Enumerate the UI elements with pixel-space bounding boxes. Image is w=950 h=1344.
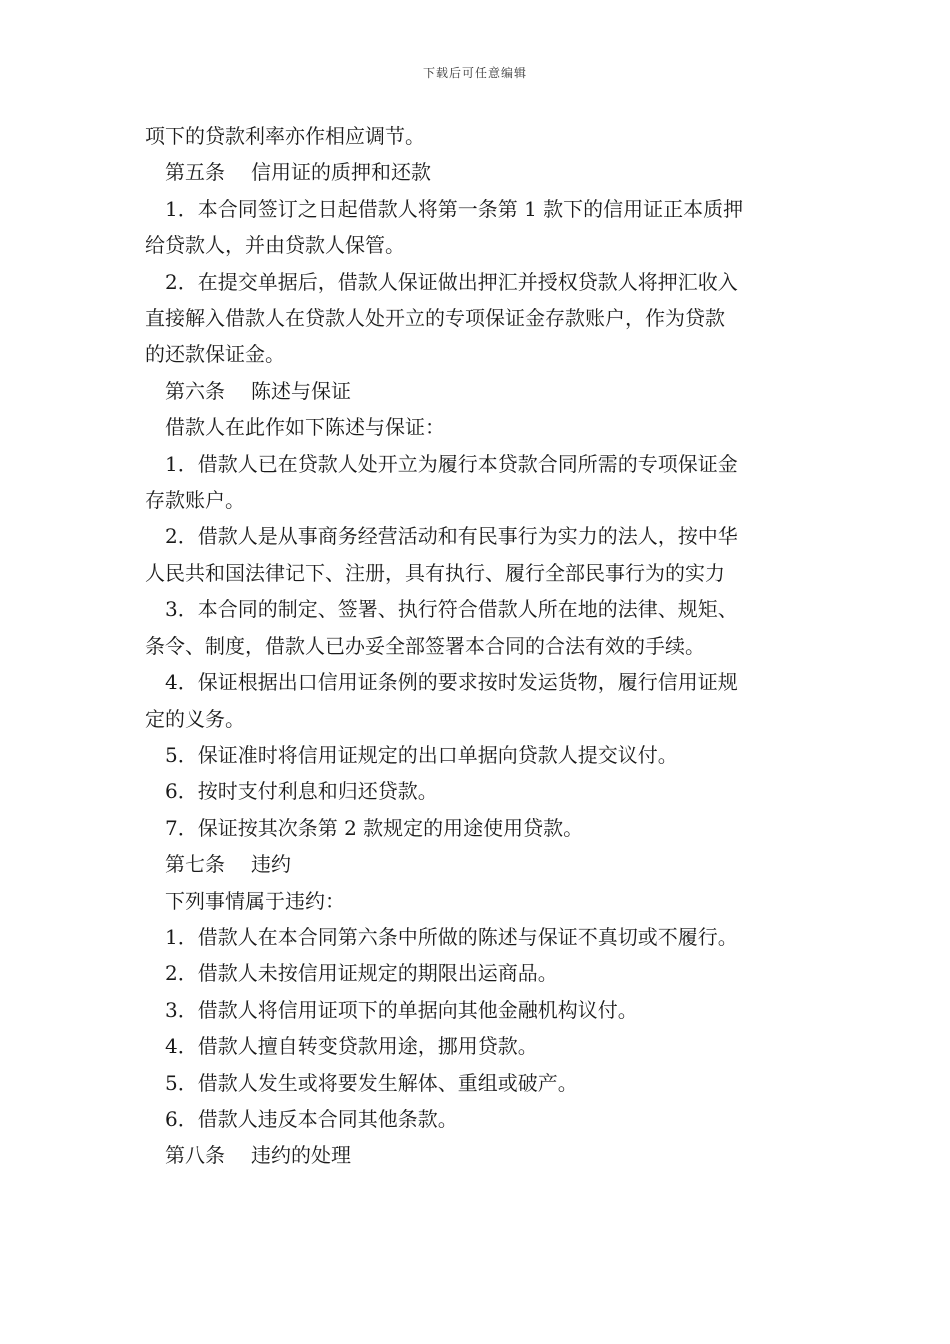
paragraph-line: 的还款保证金。 (145, 342, 285, 367)
paragraph-line: 直接解入借款人在贷款人处开立的专项保证金存款账户，作为贷款 (145, 306, 725, 331)
page-header: 下载后可任意编辑 (422, 66, 527, 80)
paragraph-line: 5．保证准时将信用证规定的出口单据向贷款人提交议付。 (165, 742, 678, 767)
paragraph-line: 条令、制度，借款人已办妥全部签署本合同的合法有效的手续。 (145, 633, 705, 658)
paragraph-line: 3．本合同的制定、签署、执行符合借款人所在地的法律、规矩、 (165, 597, 738, 622)
paragraph-line: 下列事情属于违约： (165, 888, 345, 913)
paragraph-line: 1．借款人在本合同第六条中所做的陈述与保证不真切或不履行。 (165, 924, 738, 949)
paragraph-line: 4．保证根据出口信用证条例的要求按时发运货物，履行信用证规 (165, 670, 738, 695)
paragraph-line: 定的义务。 (145, 706, 245, 731)
paragraph-line: 7．保证按其次条第 2 款规定的用途使用贷款。 (165, 815, 584, 840)
paragraph-line: 存款账户。 (145, 488, 245, 513)
paragraph-line: 6．按时支付利息和归还贷款。 (165, 779, 438, 804)
article-number: 第八条 (165, 1143, 225, 1168)
paragraph-line: 2．借款人未按信用证规定的期限出运商品。 (165, 961, 558, 986)
paragraph-line: 4．借款人擅自转变贷款用途，挪用贷款。 (165, 1034, 538, 1059)
article-title: 信用证的质押和还款 (251, 160, 431, 185)
paragraph-line: 1．本合同签订之日起借款人将第一条第 1 款下的信用证正本质押 (165, 196, 744, 221)
article-8-heading (145, 1137, 815, 1173)
article-number: 第六条 (165, 378, 225, 403)
paragraph-line: 1．借款人已在贷款人处开立为履行本贷款合同所需的专项保证金 (165, 451, 738, 476)
paragraph-line: 2．在提交单据后，借款人保证做出押汇并授权贷款人将押汇收入 (165, 269, 738, 294)
paragraph-line: 3．借款人将信用证项下的单据向其他金融机构议付。 (165, 997, 638, 1022)
article-6-heading (145, 373, 815, 409)
article-5-heading (145, 154, 815, 190)
paragraph-line: 项下的贷款利率亦作相应调节。 (145, 124, 425, 148)
article-title: 违约 (251, 852, 291, 877)
paragraph-line: 6．借款人违反本合同其他条款。 (165, 1106, 458, 1131)
paragraph-line: 给贷款人，并由贷款人保管。 (145, 233, 405, 258)
paragraph-line: 2．借款人是从事商务经营活动和有民事行为实力的法人，按中华 (165, 524, 738, 549)
paragraph-line: 5．借款人发生或将要发生解体、重组或破产。 (165, 1070, 578, 1095)
document-body (145, 118, 815, 1174)
article-number: 第七条 (165, 852, 225, 877)
article-title: 违约的处理 (251, 1143, 351, 1168)
paragraph-line: 借款人在此作如下陈述与保证： (165, 415, 445, 440)
article-title: 陈述与保证 (251, 378, 351, 403)
article-number: 第五条 (165, 160, 225, 185)
paragraph-line: 人民共和国法律记下、注册，具有执行、履行全部民事行为的实力 (145, 560, 725, 585)
article-7-heading (145, 846, 815, 882)
